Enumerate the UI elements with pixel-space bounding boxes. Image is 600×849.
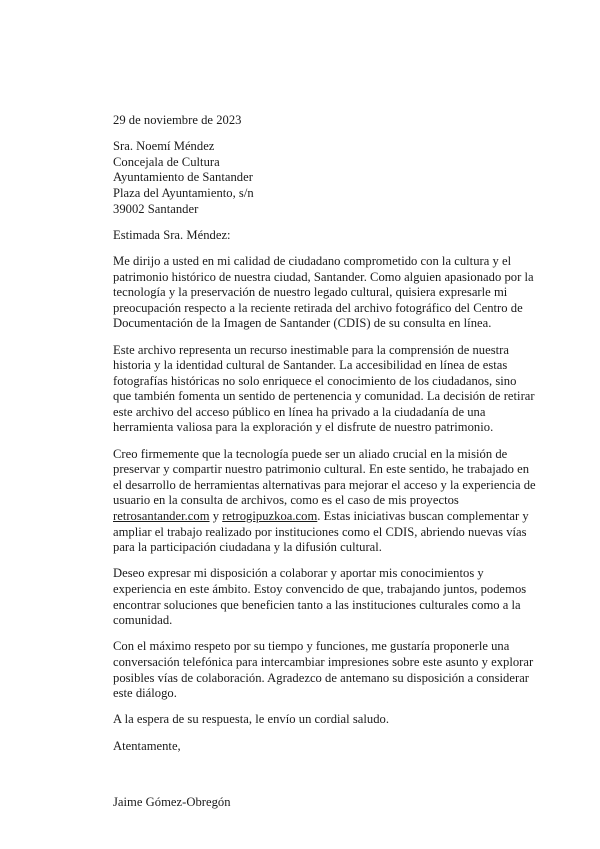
recipient-street: Plaza del Ayuntamiento, s/n [113, 185, 254, 200]
paragraph-4: Deseo expresar mi disposición a colaborar y aportar mis conocimientos y experiencia en este ámbito. Estoy convencido de que, trabajando juntos, podemos encontrar soluciones que beneficien tanto a las instituciones culturales como a la comunidad. [113, 566, 527, 628]
closing-line: A la espera de su respuesta, le envío un cordial saludo. [113, 712, 389, 727]
signature: Jaime Gómez-Obregón [113, 795, 231, 810]
links-line: retrosantander.com y retrogipuzkoa.com. Estas iniciativas buscan complementar y [113, 509, 529, 524]
retrosantander-link[interactable]: retrosantander.com [113, 509, 210, 524]
recipient-city: 39002 Santander [113, 201, 199, 216]
recipient-name: Sra. Noemí Méndez [113, 139, 215, 154]
recipient-title: Concejala de Cultura [113, 154, 220, 169]
letter-date: 29 de noviembre de 2023 [113, 113, 242, 127]
valediction: Atentamente, [113, 738, 181, 753]
recipient-address [113, 139, 533, 217]
retrogipuzkoa-link[interactable]: retrogipuzkoa.com [222, 509, 318, 524]
letter-body [113, 113, 536, 811]
salutation: Estimada Sra. Méndez: [113, 227, 231, 242]
paragraph-5: Con el máximo respeto por su tiempo y funciones, me gustaría proponerle una conversación telefónica para intercambiar impresiones sobre este asunto y explorar posibles vías de colaboración. Agradezco de antemano su disposición a considerar este diálogo. [113, 639, 534, 701]
paragraph-2: Este archivo representa un recurso inestimable para la comprensión de nuestra historia y la identidad cultural de Santander. La accesibilidad en línea de estas fotografías históricas no solo enriquece el conocimiento de los ciudadanos, sino que también fomenta un sentido de pertenencia y comunidad. La decisión de retirar este archivo del acceso público en línea ha privado a la ciudadanía de una herramienta valiosa para la exploración y el disfrute de nuestro patrimonio. [113, 342, 535, 435]
paragraph-1: Me dirijo a usted en mi calidad de ciudadano comprometido con la cultura y el patrimonio histórico de nuestra ciudad, Santander. Como alguien apasionado por la tecnología y la preservación de nuestro legado cultural, quisiera expresarle mi preocupación respecto a la reciente retirada del archivo fotográfico del Centro de Documentación de la Imagen de Santander (CDIS) de su consulta en línea. [113, 253, 534, 331]
paragraph-3: Creo firmemente que la tecnología puede ser un aliado crucial en la misión de preservar y compartir nuestro patrimonio cultural. En este sentido, he trabajado en el desarrollo de herramientas alternativas para mejorar el acceso y la experiencia de usuario en la consulta de archivos, como es el caso de mis proyectos retrosantander.com y retrogipuzkoa.com. Estas iniciativas buscan complementar y ampliar el trabajo realizado por instituciones como el CDIS, abriendo nuevas vías para la participación ciudadana y la difusión cultural. [113, 446, 536, 555]
recipient-organization: Ayuntamiento de Santander [113, 170, 253, 185]
